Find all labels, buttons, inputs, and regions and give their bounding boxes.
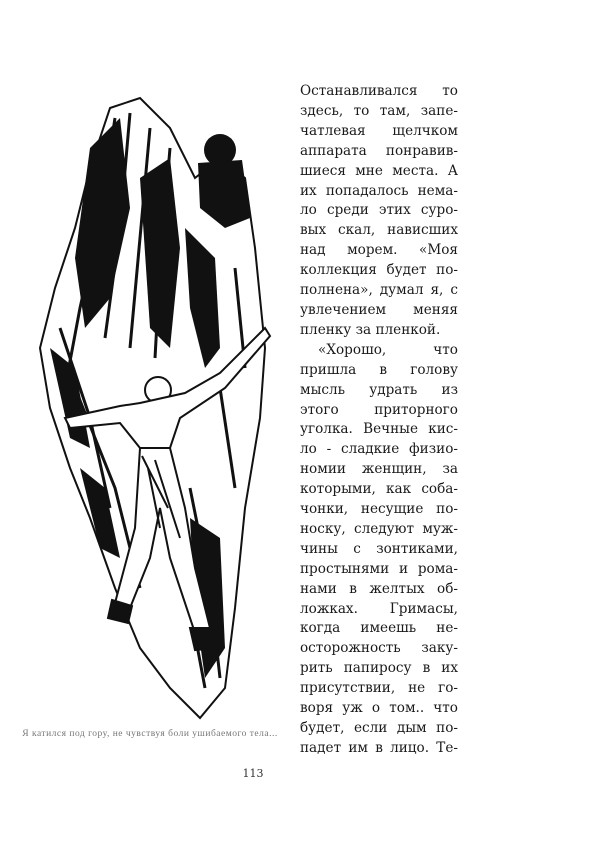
text-line: пришла в голову: [300, 361, 458, 378]
text-line: коллекция будет по-: [300, 262, 458, 279]
text-line: присутствии, не го-: [300, 680, 458, 697]
text-line: аппарата понравив-: [300, 142, 458, 159]
text-line: их попадалось нема-: [300, 182, 458, 199]
text-line: «Хорошо, что: [318, 341, 458, 358]
text-line: этого приторного: [300, 401, 458, 418]
text-line: пленку за пленкой.: [300, 321, 441, 338]
text-line: над морем. «Моя: [300, 242, 458, 259]
text-line: нами в желтых об-: [300, 580, 458, 597]
text-line: когда имеешь не-: [300, 620, 458, 637]
text-line: здесь, то там, запе-: [300, 102, 458, 119]
text-line: увлечением меняя: [300, 301, 458, 318]
illustration-climber-falling: [20, 88, 282, 724]
text-line: будет, если дым по-: [300, 720, 458, 736]
text-line: шиеся мне места. А: [300, 162, 458, 179]
text-line: вых скал, нависших: [300, 222, 458, 239]
text-line: чонки, несущие по-: [300, 501, 458, 518]
text-line: рить папиросу в их: [300, 660, 458, 677]
body-text: [300, 82, 458, 759]
text-line: воря уж о том.. что: [300, 700, 458, 717]
text-line: простынями и рома-: [300, 560, 458, 577]
page-number: 113: [242, 767, 264, 780]
text-line: осторожность заку-: [300, 640, 458, 657]
text-line: уголка. Вечные кис-: [300, 421, 458, 438]
text-line: чины с зонтиками,: [300, 540, 458, 557]
text-line: полнена», думал я, с: [300, 282, 458, 299]
text-line: ложках. Гримасы,: [300, 600, 458, 617]
text-line: номии женщин, за: [300, 461, 458, 478]
text-line: падет им в лицо. Те-: [300, 739, 458, 756]
text-line: которыми, как соба-: [300, 481, 458, 498]
text-line: ло среди этих суро-: [300, 202, 458, 219]
text-line: носку, следуют муж-: [300, 520, 458, 537]
illustration-caption: Я катился под гору, не чувствуя боли ушибаемого тела...: [22, 729, 278, 739]
text-line: Останавливался то: [300, 83, 458, 99]
text-line: мысль удрать из: [300, 381, 458, 398]
text-line: ло - сладкие физио-: [300, 441, 458, 458]
text-line: чатлевая щелчком: [300, 122, 458, 139]
